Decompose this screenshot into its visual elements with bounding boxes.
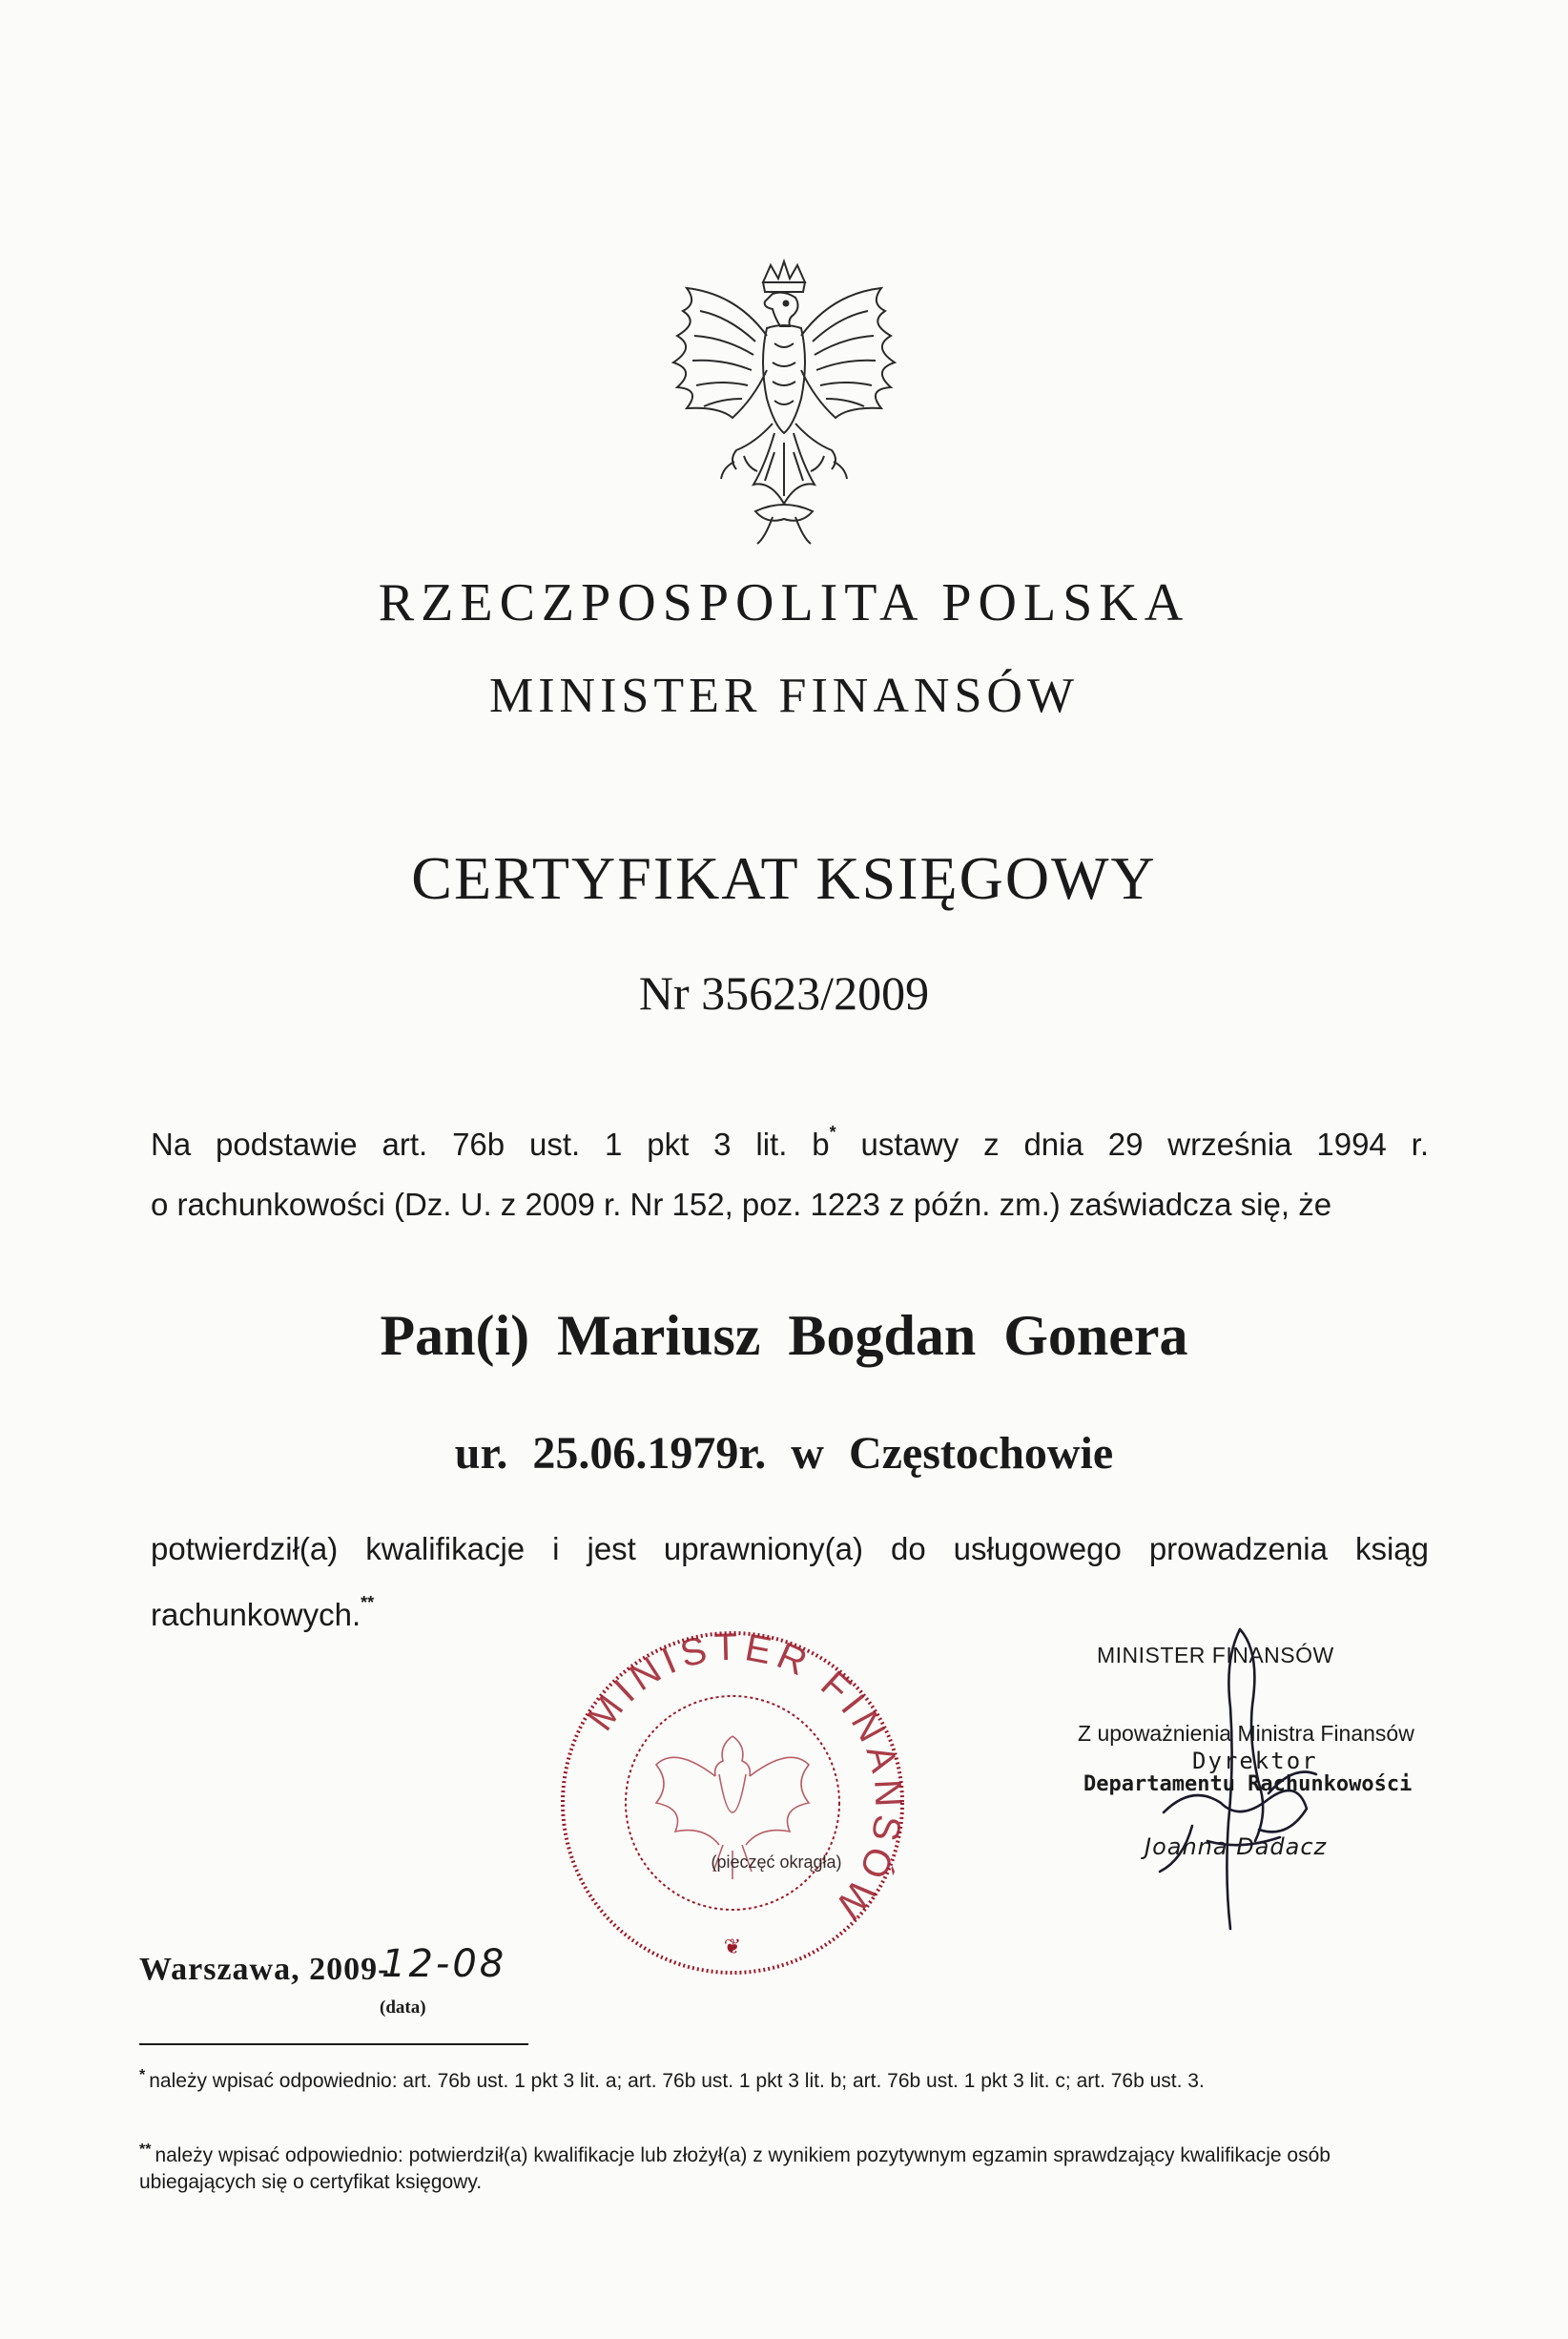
legal-basis-text-b: ustawy z dnia 29 września 1994 r.: [836, 1127, 1429, 1162]
holder-birth-info: ur. 25.06.1979r. w Częstochowie: [454, 1428, 1114, 1479]
footnote-1: [139, 2062, 1398, 2095]
stamp-ring-text: [579, 1626, 909, 1931]
date-caption: (data): [380, 1997, 426, 2018]
stamp-bottom-mark: ❦: [723, 1935, 742, 1958]
stamp-center-label: (pieczęć okrągła): [711, 1853, 842, 1872]
issue-place-date: Warszawa, 2009-: [139, 1952, 390, 1987]
official-round-stamp: [551, 1622, 914, 1984]
certificate-title: CERTYFIKAT KSIĘGOWY: [411, 844, 1157, 912]
ministry-heading: MINISTER FINANSÓW: [489, 669, 1079, 723]
director-title: Dyrektor: [1192, 1748, 1318, 1774]
minister-label: MINISTER FINANSÓW: [1097, 1643, 1334, 1667]
stamp-ring-text-path: MINISTER FINANSÓW: [579, 1625, 910, 1931]
polish-eagle-emblem: [641, 256, 927, 551]
footnote-2-marker: **: [139, 2142, 152, 2158]
handwritten-signature: [1125, 1622, 1354, 1936]
footnote-divider: [139, 2043, 528, 2045]
signer-name: Joanna Dadacz: [1145, 1833, 1328, 1860]
footnote-1-marker: *: [139, 2067, 146, 2083]
footnote-marker-single: *: [829, 1123, 836, 1142]
authorization-line: Z upoważnienia Ministra Finansów: [1078, 1721, 1414, 1746]
legal-basis-text-a: Na podstawie art. 76b ust. 1 pkt 3 lit. b: [151, 1127, 830, 1162]
country-heading: RZECZPOSPOLITA POLSKA: [378, 573, 1190, 632]
department-name: Departamentu Rachunkowości: [1083, 1772, 1413, 1796]
legal-basis-line-2: o rachunkowości (Dz. U. z 2009 r. Nr 152, poz. 1223 z późn. zm.) zaświadcza się, że: [151, 1187, 1332, 1222]
confirmation-text: rachunkowych.: [151, 1597, 361, 1632]
certificate-number: Nr 35623/2009: [638, 966, 930, 1020]
handwritten-date: 12-08: [382, 1942, 507, 1986]
footnote-marker-double: **: [361, 1593, 375, 1612]
legal-basis-line-1: [151, 1123, 1429, 1163]
holder-name: Pan(i) Mariusz Bogdan Gonera: [380, 1304, 1188, 1367]
confirmation-line-1: potwierdził(a) kwalifikacje i jest uprawniony(a) do usługowego prowadzenia ksiąg: [151, 1531, 1429, 1566]
footnote-2: [139, 2137, 1398, 2196]
footnote-2-text: należy wpisać odpowiednio: potwierdził(a) kwalifikacje lub złożył(a) z wynikiem pozytywnym egzamin sprawdzający kwalifikacje osób ubiegających się o certyfikat księgowy.: [139, 2144, 1331, 2193]
footnote-1-text: należy wpisać odpowiednio: art. 76b ust. 1 pkt 3 lit. a; art. 76b ust. 1 pkt 3 lit. b; art. 76b ust. 1 pkt 3 lit. c; art. 76b ust. 3.: [149, 2070, 1205, 2092]
